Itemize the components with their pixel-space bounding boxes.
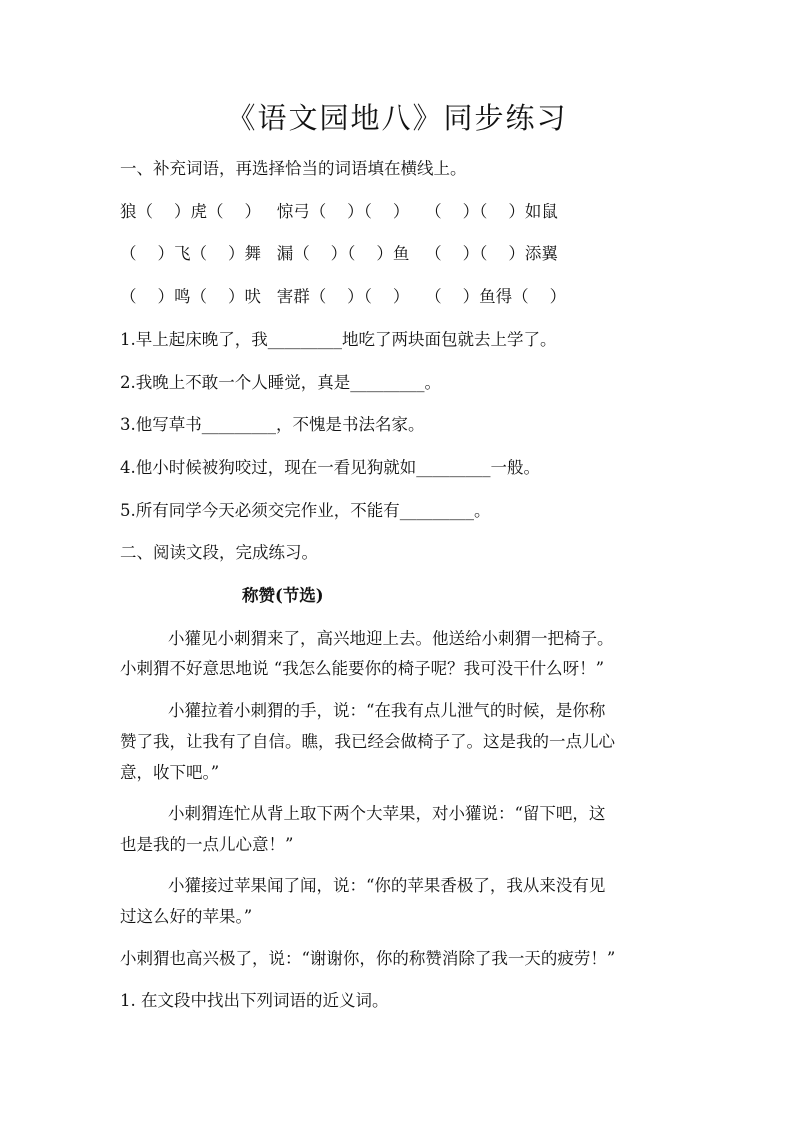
passage-line: 小獾拉着小刺猬的手，说：“在我有点儿泄气的时候，是你称 bbox=[168, 701, 606, 720]
question-2: 2.我晚上不敢一个人睡觉，真是_________。 bbox=[120, 373, 441, 392]
passage-title: 称赞(节选) bbox=[242, 586, 324, 605]
passage-line: 也是我的一点儿心意！” bbox=[120, 835, 294, 854]
question-5: 5.所有同学今天必须交完作业，不能有_________。 bbox=[120, 501, 491, 520]
passage-line: 小刺猬不好意思地说 “我怎么能要你的椅子呢？我可没干什么呀！” bbox=[120, 659, 605, 678]
idiom-row-1: 狼（ ）虎（ ） 惊弓（ ）（ ） （ ）（ ）如鼠 bbox=[120, 202, 558, 221]
passage-line: 过这么好的苹果。” bbox=[120, 907, 253, 926]
question-3: 3.他写草书_________，不愧是书法名家。 bbox=[120, 415, 425, 434]
page-title: 《语文园地八》同步练习 bbox=[226, 101, 568, 135]
section1-heading: 一、补充词语，再选择恰当的词语填在横线上。 bbox=[120, 159, 467, 178]
idiom-row-3: （ ）鸣（ ）吠 害群（ ）（ ） （ ）鱼得（ ） bbox=[120, 287, 567, 306]
passage-line: 赞了我，让我有了自信。瞧，我已经会做椅子了。这是我的一点儿心 bbox=[120, 732, 615, 751]
passage-line: 小刺猬连忙从背上取下两个大苹果，对小獾说：“留下吧，这 bbox=[168, 804, 606, 823]
passage-line: 小獾见小刺猬来了，高兴地迎上去。他送给小刺猬一把椅子。 bbox=[168, 629, 614, 648]
passage-line: 意，收下吧。” bbox=[120, 763, 220, 782]
question-1: 1.早上起床晚了，我_________地吃了两块面包就去上学了。 bbox=[120, 330, 557, 349]
section2-question-1: 1. 在文段中找出下列词语的近义词。 bbox=[120, 991, 389, 1010]
passage-line: 小獾接过苹果闻了闻，说：“你的苹果香极了，我从来没有见 bbox=[168, 876, 606, 895]
idiom-row-2: （ ）飞（ ）舞 漏（ ）（ ）鱼 （ ）（ ）添翼 bbox=[120, 244, 558, 263]
question-4: 4.他小时候被狗咬过，现在一看见狗就如_________一般。 bbox=[120, 458, 540, 477]
section2-heading: 二、阅读文段，完成练习。 bbox=[120, 543, 318, 562]
passage-line: 小刺猬也高兴极了，说：“谢谢你，你的称赞消除了我一天的疲劳！” bbox=[120, 949, 616, 968]
